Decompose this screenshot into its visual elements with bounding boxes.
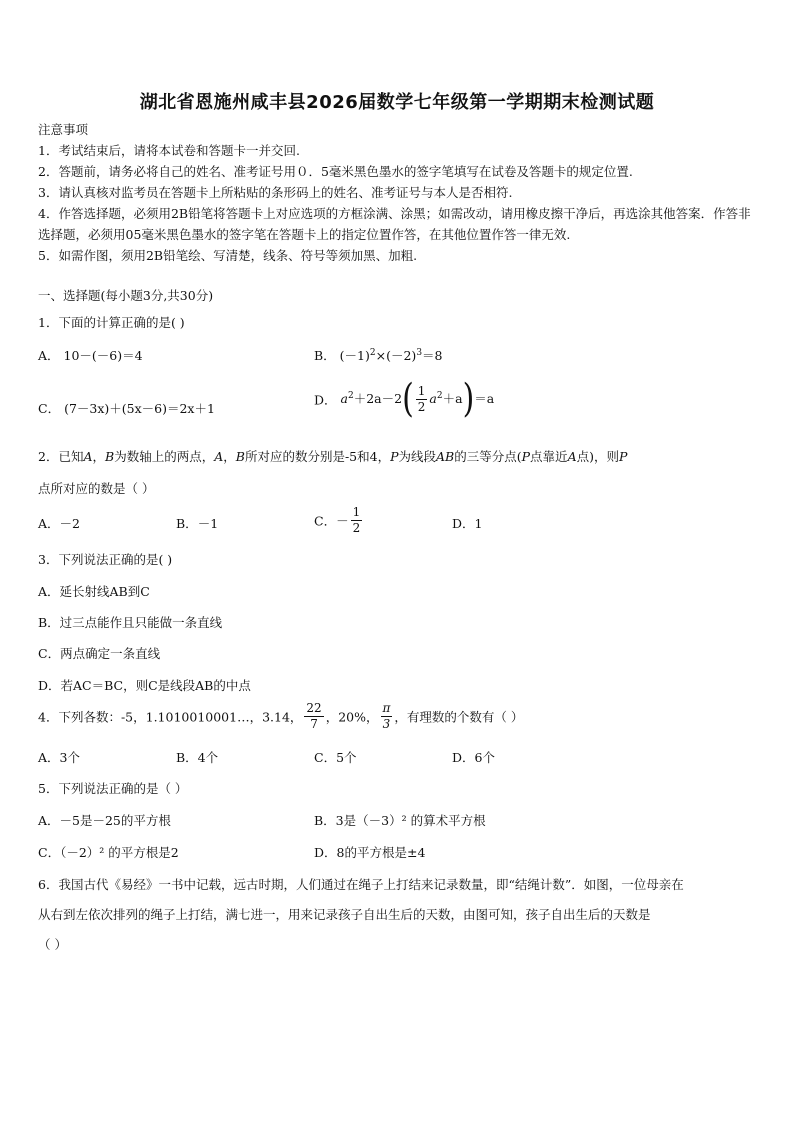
fraction: $\frac{\pi}{3}$ xyxy=(382,701,391,731)
note-item: 2．答题前，请务必将自己的姓名、准考证号用０．5毫米黑色墨水的签字笔填写在试卷及答题卡的规定位置. xyxy=(38,164,633,179)
q4-option-a: A．3个 xyxy=(38,750,80,765)
q5-option-c: C．（－2）² 的平方根是2 xyxy=(38,845,179,860)
q2-option-a: A．－2 xyxy=(38,516,80,531)
q5-option-d: D．8的平方根是±4 xyxy=(314,845,426,860)
question-6-line3: （ ） xyxy=(38,937,67,952)
fraction: $\frac{22}{7}$ xyxy=(306,701,322,731)
question-1-stem: 1．下面的计算正确的是( ) xyxy=(38,315,185,330)
note-item: 5．如需作图，须用2B铅笔绘、写清楚，线条、符号等须加黑、加粗. xyxy=(38,248,418,263)
q2-option-d: D．1 xyxy=(452,516,483,531)
option-label: B． xyxy=(314,348,336,363)
q1-option-d xyxy=(314,376,495,422)
q5-option-a: A．－5是－25的平方根 xyxy=(38,813,171,828)
question-4-stem: 4．下列各数：-5，1.1010010001…，3.14， $\frac{22}{7}$ ，20%， $\frac{\pi}{3}$ ，有理数的个数有（ ） xyxy=(38,701,524,731)
notes-block xyxy=(38,119,760,266)
q5-option-b: B．3是（－3）² 的算术平方根 xyxy=(314,813,486,828)
option-expr: $a^2+2a-2$( $\frac{1}{2}$ $a^2+a)=a$ xyxy=(340,376,495,422)
q3-option-d: D．若AC＝BC，则C是线段AB的中点 xyxy=(38,678,251,693)
option-label: C． xyxy=(38,401,61,416)
fraction: $\frac{1}{2}$ xyxy=(417,384,426,414)
q1-option-b xyxy=(314,346,443,364)
q2-option-b: B．－1 xyxy=(176,516,219,531)
notes-heading: 注意事项 xyxy=(38,122,89,137)
note-item: 3．请认真核对监考员在答题卡上所粘贴的条形码上的姓名、准考证号与本人是否相符. xyxy=(38,185,513,200)
q1-option-c xyxy=(38,399,215,417)
question-2-stem: 2．已知A，B为数轴上的两点，A，B所对应的数分别是-5和4，P为线段AB的三等分点(P点靠近A点)，则P xyxy=(38,449,628,464)
question-3-stem: 3．下列说法正确的是( ) xyxy=(38,552,173,567)
question-2-stem-line2: 点所对应的数是（ ） xyxy=(38,481,155,496)
q2-option-c: C．－ $\frac{1}{2}$ xyxy=(314,505,361,535)
q4-option-d: D．6个 xyxy=(452,750,495,765)
q3-option-b: B．过三点能作且只能做一条直线 xyxy=(38,615,223,630)
section-heading: 一、选择题(每小题3分,共30分) xyxy=(38,288,214,303)
option-label: D． xyxy=(314,392,337,408)
q4-option-b: B．4个 xyxy=(176,750,219,765)
option-expr: 10－(－6)＝4 xyxy=(63,348,143,363)
option-label: A． xyxy=(38,348,60,363)
q3-option-c: C．两点确定一条直线 xyxy=(38,646,161,661)
page-title: 湖北省恩施州咸丰县2026届数学七年级第一学期期末检测试题 xyxy=(139,92,655,113)
q4-option-c: C．5个 xyxy=(314,750,357,765)
option-expr: (7－3x)＋(5x－6)＝2x＋1 xyxy=(64,401,215,416)
question-5-stem: 5．下列说法正确的是（ ） xyxy=(38,781,188,796)
q3-option-a: A．延长射线AB到C xyxy=(38,584,150,599)
option-expr: $(-1)^2\times(-2)^3=8$ xyxy=(339,347,443,363)
note-item: 1．考试结束后，请将本试卷和答题卡一并交回. xyxy=(38,143,300,158)
fraction: $\frac{1}{2}$ xyxy=(352,505,361,535)
note-item: 4．作答选择题，必须用2B铅笔将答题卡上对应选项的方框涂满、涂黑；如需改动，请用橡皮擦干净后，再选涂其他答案．作答非选择题，必须用05毫米黑色墨水的签字笔在答题卡上的指定位置作答，在其他位置作答一律无效. xyxy=(38,206,751,242)
question-6-line1: 6．我国古代《易经》一书中记载，远古时期，人们通过在绳子上打结来记录数量，即“结绳计数”．如图，一位母亲在 xyxy=(38,877,684,892)
question-6-line2: 从右到左依次排列的绳子上打结，满七进一，用来记录孩子自出生后的天数，由图可知，孩子自出生后的天数是 xyxy=(38,907,651,922)
q1-option-a xyxy=(38,346,143,364)
